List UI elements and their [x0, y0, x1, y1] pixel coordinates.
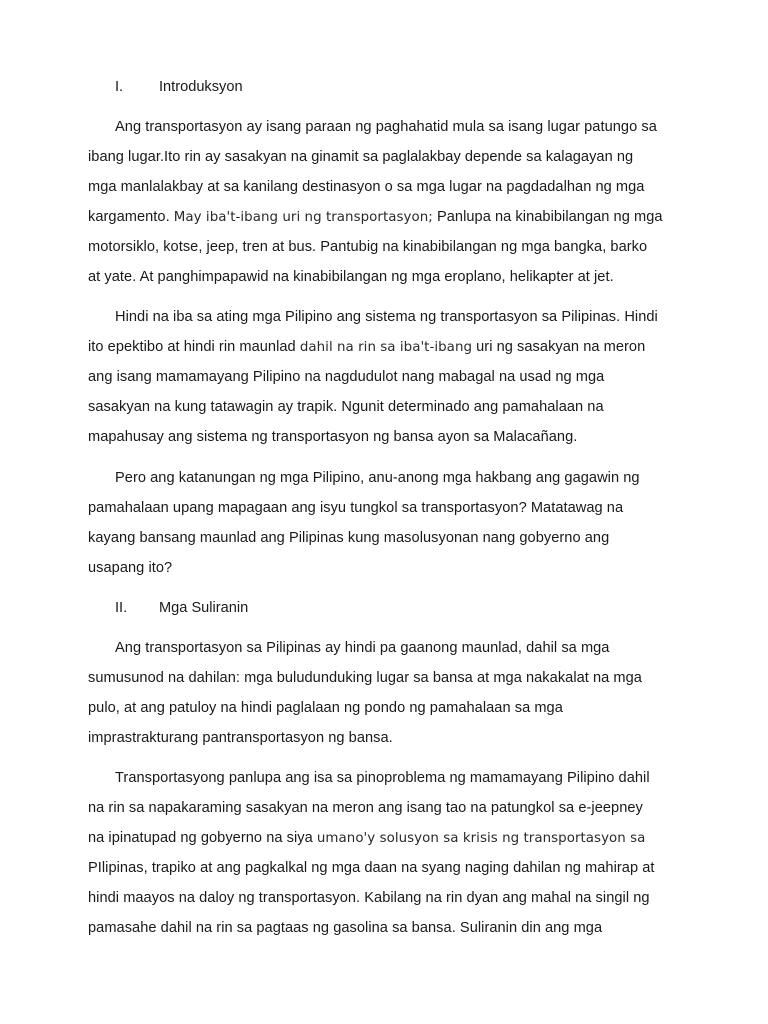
- paragraph-5-line-6: pamasahe dahil na rin sa pagtaas ng gasolina sa bansa. Suliranin din ang mga: [88, 920, 603, 936]
- paragraph-2-line-2: [88, 338, 645, 357]
- paragraph-4-line-2: sumusunod na dahilan: mga buludunduking lugar sa bansa at mga nakakalat na mga: [88, 670, 642, 686]
- paragraph-1-line-5: motorsiklo, kotse, jeep, tren at bus. Pantubig na kinabibilangan ng mga bangka, barko: [88, 239, 648, 255]
- paragraph-5-line-4: PIlipinas, trapiko at ang pagkalkal ng mga daan na syang naging dahilan ng mahirap at: [88, 860, 655, 876]
- paragraph-1-line-3: mga manlalakbay at sa kanilang destinasyon o sa mga lugar na pagdadalhan ng mga: [88, 179, 645, 195]
- paragraph-2-line-3: ang isang mamamayang Pilipino na nagdudulot nang mabagal na usad ng mga: [88, 369, 605, 385]
- paragraph-3-line-3: kayang bansang maunlad ang Pilipinas kung masolusyonan nang gobyerno ang: [88, 530, 610, 546]
- paragraph-1-line-4-part-c: Panlupa na kinabibilangan ng mga: [432, 209, 663, 225]
- paragraph-5-line-3: [88, 829, 645, 848]
- paragraph-2-line-1: Hindi na iba sa ating mga Pilipino ang sistema ng transportasyon sa Pilipinas. Hindi: [115, 309, 658, 325]
- paragraph-1-line-4-part-b: May iba't-ibang uri ng transportasyon;: [173, 210, 433, 225]
- paragraph-5-line-3-part-b: umano'y solusyon sa krisis ng transportasyon sa: [316, 831, 646, 846]
- paragraph-5-line-3-part-a: na ipinatupad ng gobyerno na siya: [88, 830, 317, 846]
- paragraph-1-line-4: [88, 208, 663, 227]
- paragraph-1-line-4-part-a: kargamento.: [88, 209, 174, 225]
- paragraph-1-line-6: at yate. At panghimpapawid na kinabibilangan ng mga eroplano, helikapter at jet.: [88, 269, 614, 285]
- section-2-title: Mga Suliranin: [159, 600, 249, 616]
- section-2-number: II.: [115, 600, 128, 616]
- paragraph-1-line-2: ibang lugar.Ito rin ay sasakyan na ginamit sa paglalakbay depende sa kalagayan ng: [88, 149, 634, 165]
- paragraph-5-line-5: hindi maayos na daloy ng transportasyon. Kabilang na rin dyan ang mahal na singil ng: [88, 890, 650, 906]
- paragraph-5-line-1: Transportasyong panlupa ang isa sa pinoproblema ng mamamayang Pilipino dahil: [115, 770, 650, 786]
- section-1-number: I.: [115, 79, 124, 95]
- paragraph-4-line-4: imprastrakturang pantransportasyon ng bansa.: [88, 730, 393, 746]
- paragraph-5-line-2: na rin sa napakaraming sasakyan na meron ang isang tao na patungkol sa e-jeepney: [88, 800, 643, 816]
- paragraph-2-line-2-part-a: ito epektibo at hindi rin maunlad: [88, 339, 300, 355]
- paragraph-4-line-3: pulo, at ang patuloy na hindi paglalaan ng pondo ng pamahalaan sa mga: [88, 700, 563, 716]
- paragraph-2-line-4: sasakyan na kung tatawagin ay trapik. Ngunit determinado ang pamahalaan na: [88, 399, 604, 415]
- paragraph-2-line-5: mapahusay ang sistema ng transportasyon ng bansa ayon sa Malacañang.: [88, 429, 578, 445]
- paragraph-1-line-1: Ang transportasyon ay isang paraan ng paghahatid mula sa isang lugar patungo sa: [115, 119, 657, 135]
- section-1-title: Introduksyon: [159, 79, 243, 95]
- paragraph-2-line-2-part-b: dahil na rin sa iba't-ibang: [299, 340, 473, 355]
- paragraph-3-line-4: usapang ito?: [88, 560, 173, 576]
- paragraph-4-line-1: Ang transportasyon sa Pilipinas ay hindi pa gaanong maunlad, dahil sa mga: [115, 640, 610, 656]
- paragraph-2-line-2-part-c: uri ng sasakyan na meron: [472, 339, 646, 355]
- paragraph-3-line-2: pamahalaan upang mapagaan ang isyu tungkol sa transportasyon? Matatawag na: [88, 500, 624, 516]
- paragraph-3-line-1: Pero ang katanungan ng mga Pilipino, anu-anong mga hakbang ang gagawin ng: [115, 470, 640, 486]
